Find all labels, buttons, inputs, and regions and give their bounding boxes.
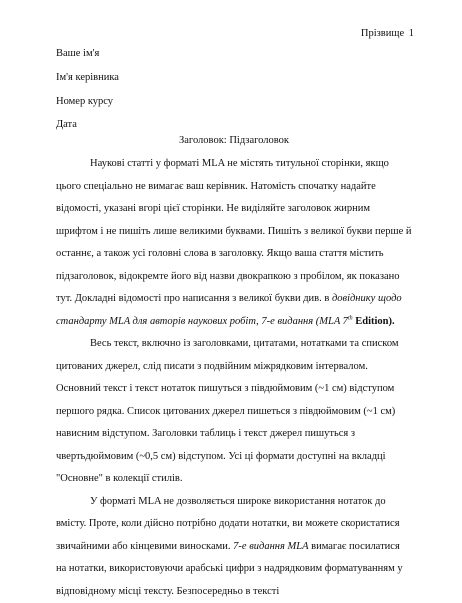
paper-title: Заголовок: Підзаголовок	[56, 135, 412, 146]
header-surname: Прізвище	[361, 28, 404, 39]
paragraph-2	[56, 333, 412, 491]
supervisor-name: Ім'я керівника	[56, 72, 119, 83]
edition-text: Edition).	[355, 316, 394, 327]
page-number: 1	[409, 28, 414, 39]
course-number: Номер курсу	[56, 96, 113, 107]
mla-edition-italic: 7-е видання MLA	[233, 541, 308, 552]
superscript-th: th	[348, 315, 353, 321]
paragraph-3-text-b: вимагає посилатися на нотатки, використовуючи арабські цифри з надрядковим форматуванням у відповідному місці тексту. Безпосередньо в тексті	[56, 541, 403, 597]
mla-handbook-reference: довіднику щодо стандарту MLA для авторів наукових робіт, 7-е видання (MLA 7	[56, 293, 402, 327]
running-header	[361, 28, 414, 39]
paragraph-1-text: Наукові статті у форматі MLA не містять титульної сторінки, якщо цього спеціально не вимагає ваш керівник. Натомість спочатку надайте відомості, указані вгорі цієї сторінки. Не виділяйте заголовок жирним шрифтом і не пишіть лише великими буквами. Пишіть з великої букви перше й останнє, а також усі головні слова в заголовку. Якщо ваша стаття містить підзаголовок, відокремте його від назви двокрапкою з пробілом, як показано тут. Докладні відомості про написання з великої букви див. в	[56, 158, 412, 304]
paragraph-2-text: Весь текст, включно із заголовками, цитатами, нотатками та списком цитованих джерел, слід писати з подвійним міжрядковим інтервалом. Основний текст і текст нотаток пишуться з півдюймовим (~1 см) відступом першого рядка. Список цитованих джерел пишеться з півдюймовим (~1 см) нависним відступом. Заголовки таблиць і текст джерел пишуться з чвертьдюймовим (~0,5 см) відступом. Усі ці формати доступні на вкладці "Основне" в колекції стилів.	[56, 338, 399, 484]
author-name: Ваше ім'я	[56, 48, 99, 59]
paragraph-3	[56, 491, 412, 603]
body-text	[56, 153, 412, 603]
paragraph-3-text-a: У форматі MLA не дозволяється широке використання нотаток до вмісту. Проте, коли дійсно потрібно додати нотатки, ви можете скористатися звичайними або кінцевими виносками.	[56, 496, 400, 552]
paragraph-1	[56, 153, 412, 333]
date-line: Дата	[56, 119, 77, 130]
